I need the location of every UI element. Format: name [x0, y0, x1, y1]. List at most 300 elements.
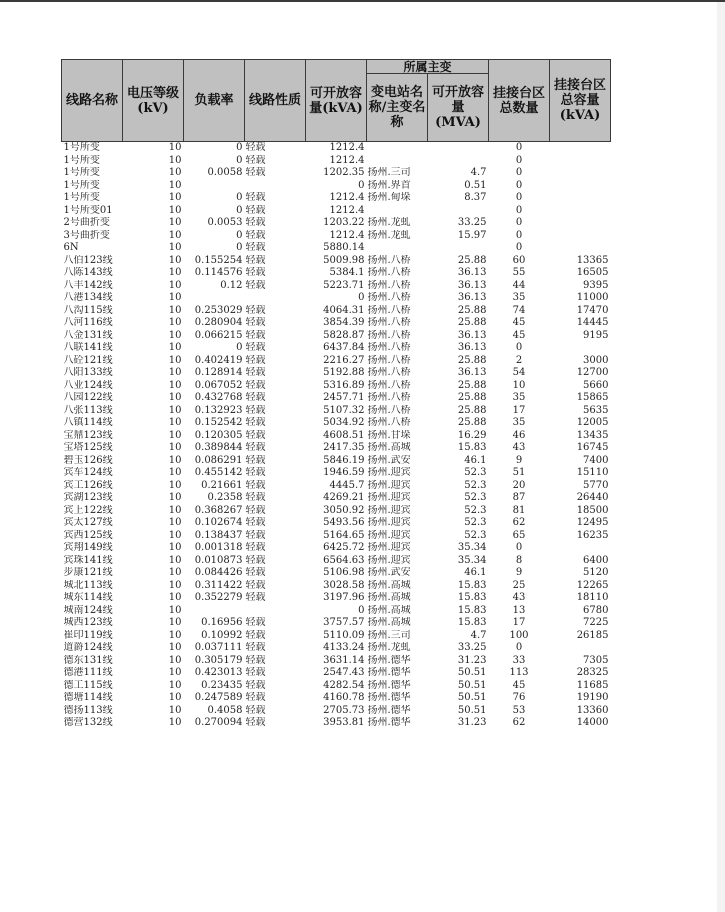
cell-load-rate[interactable]: 0.368267	[194, 504, 243, 516]
cell-area-count[interactable]: 35	[512, 292, 526, 303]
cell-substation[interactable]: 扬州.八桥	[367, 392, 411, 403]
cell-open-capacity[interactable]: 5164.65	[323, 529, 365, 541]
cell-sub-open-capacity[interactable]	[428, 205, 489, 218]
cell-area-count[interactable]: 55	[512, 267, 526, 278]
cell-sub-open-capacity[interactable]: 25.88	[457, 404, 487, 416]
cell-area-count[interactable]: 100	[509, 629, 529, 641]
cell-area-capacity[interactable]	[550, 642, 611, 655]
cell-load-rate[interactable]: 0.23435	[201, 679, 243, 691]
cell-area-count[interactable]: 0	[515, 179, 523, 191]
cell-line-type[interactable]: 轻载	[245, 717, 266, 728]
cell-load-rate[interactable]: 0	[236, 154, 243, 166]
cell-load-rate[interactable]: 0	[236, 342, 243, 353]
cell-substation[interactable]: 扬州.八桥	[367, 342, 411, 353]
cell-load-rate[interactable]: 0.152542	[194, 417, 243, 428]
cell-area-count[interactable]: 17	[512, 617, 526, 628]
cell-line-name[interactable]: 宝塔125线	[63, 442, 113, 453]
cell-open-capacity[interactable]: 2547.43	[323, 667, 365, 678]
cell-line-type[interactable]: 轻载	[245, 242, 266, 253]
cell-area-count[interactable]: 0	[515, 229, 523, 241]
cell-open-capacity[interactable]: 0	[358, 179, 365, 191]
cell-area-count[interactable]: 17	[512, 404, 526, 416]
scrollbar[interactable]	[717, 2, 725, 912]
cell-open-capacity[interactable]: 5192.88	[323, 367, 365, 378]
cell-voltage[interactable]: 10	[168, 304, 182, 316]
cell-substation[interactable]: 扬州.武安	[367, 454, 411, 466]
cell-area-count[interactable]: 0	[515, 342, 523, 353]
cell-sub-open-capacity[interactable]: 0.51	[464, 179, 487, 191]
cell-voltage[interactable]: 10	[168, 192, 182, 203]
cell-line-name[interactable]: 宾翔149线	[63, 542, 113, 553]
cell-substation[interactable]: 扬州.八桥	[367, 279, 411, 291]
cell-line-name[interactable]: 八园122线	[63, 392, 113, 403]
cell-line-type[interactable]: 轻载	[245, 704, 266, 716]
cell-open-capacity[interactable]: 3050.92	[323, 504, 365, 516]
cell-sub-open-capacity[interactable]: 52.3	[464, 479, 487, 491]
cell-load-rate[interactable]: 0	[236, 242, 243, 253]
cell-sub-open-capacity[interactable]: 52.3	[464, 517, 487, 528]
cell-load-rate[interactable]: 0.352279	[194, 592, 243, 603]
cell-line-type[interactable]: 轻载	[245, 504, 266, 516]
cell-open-capacity[interactable]: 3028.58	[323, 579, 365, 591]
cell-load-rate[interactable]: 0.280904	[194, 317, 243, 328]
cell-load-rate[interactable]: 0.270094	[194, 717, 243, 728]
cell-line-name[interactable]: 1号所变01	[63, 204, 113, 216]
cell-area-capacity[interactable]	[550, 342, 611, 355]
cell-sub-open-capacity[interactable]: 16.29	[457, 429, 487, 441]
cell-line-type[interactable]: 轻载	[245, 442, 266, 453]
cell-substation[interactable]: 扬州.甘垛	[367, 429, 411, 441]
cell-area-count[interactable]: 25	[512, 579, 526, 591]
cell-load-rate[interactable]: 0.086291	[194, 454, 243, 466]
cell-line-type[interactable]: 轻载	[245, 279, 266, 291]
cell-load-rate[interactable]: 0.10992	[201, 629, 243, 641]
cell-voltage[interactable]: 10	[168, 167, 182, 178]
cell-line-type[interactable]: 轻载	[245, 654, 266, 666]
cell-area-capacity[interactable]: 12005	[576, 417, 609, 428]
cell-sub-open-capacity[interactable]: 52.3	[464, 529, 487, 541]
cell-load-rate[interactable]: 0.132923	[194, 404, 243, 416]
cell-area-count[interactable]: 54	[512, 367, 526, 378]
cell-area-capacity[interactable]: 13365	[576, 254, 609, 266]
cell-area-capacity[interactable]: 5660	[583, 379, 609, 391]
cell-sub-open-capacity[interactable]: 25.88	[457, 304, 487, 316]
cell-area-capacity[interactable]: 16235	[576, 529, 609, 541]
cell-line-name[interactable]: 宾上122线	[63, 504, 113, 516]
cell-substation[interactable]: 扬州.迎宾	[367, 517, 411, 528]
cell-load-rate[interactable]: 0.010873	[194, 554, 243, 566]
cell-area-count[interactable]: 65	[512, 529, 526, 541]
cell-area-count[interactable]: 13	[512, 604, 526, 616]
cell-voltage[interactable]: 10	[168, 479, 182, 491]
cell-voltage[interactable]: 10	[168, 142, 182, 153]
cell-line-type[interactable]: 轻载	[245, 404, 266, 416]
cell-voltage[interactable]: 10	[168, 442, 182, 453]
cell-load-rate[interactable]: 0.12	[220, 279, 243, 291]
cell-open-capacity[interactable]: 4608.51	[323, 429, 365, 441]
cell-sub-open-capacity[interactable]: 36.13	[457, 279, 487, 291]
cell-area-count[interactable]: 44	[512, 279, 526, 291]
cell-open-capacity[interactable]: 5223.71	[323, 279, 365, 291]
cell-sub-open-capacity[interactable]: 52.3	[464, 492, 487, 503]
cell-substation[interactable]: 扬州.迎宾	[367, 479, 411, 491]
cell-voltage[interactable]: 10	[168, 692, 182, 703]
cell-area-capacity[interactable]	[550, 180, 611, 193]
cell-area-capacity[interactable]: 11000	[576, 292, 609, 303]
cell-substation[interactable]: 扬州.迎宾	[367, 529, 411, 541]
cell-load-rate[interactable]: 0	[236, 204, 243, 216]
cell-line-name[interactable]: 宾工126线	[63, 479, 113, 491]
cell-line-name[interactable]: 步康121线	[63, 567, 113, 578]
cell-open-capacity[interactable]: 1202.35	[323, 167, 365, 178]
cell-area-count[interactable]: 0	[515, 242, 523, 253]
cell-sub-open-capacity[interactable]: 4.7	[470, 629, 487, 641]
cell-line-type[interactable]: 轻载	[245, 417, 266, 428]
cell-line-name[interactable]: 宾太127线	[63, 517, 113, 528]
cell-line-type[interactable]: 轻载	[245, 267, 266, 278]
cell-substation[interactable]: 扬州.三司	[367, 629, 411, 641]
cell-sub-open-capacity[interactable]: 15.83	[457, 617, 487, 628]
cell-open-capacity[interactable]: 3953.81	[323, 717, 365, 728]
cell-line-name[interactable]: 道爵124线	[63, 642, 113, 653]
cell-area-count[interactable]: 45	[512, 329, 526, 341]
cell-voltage[interactable]: 10	[168, 292, 182, 303]
cell-voltage[interactable]: 10	[168, 342, 182, 353]
cell-substation[interactable]: 扬州.德华	[367, 704, 411, 716]
cell-line-name[interactable]: 德工115线	[63, 679, 113, 691]
cell-area-count[interactable]: 45	[512, 679, 526, 691]
cell-substation[interactable]: 扬州.德华	[367, 654, 411, 666]
cell-line-name[interactable]: 八伯123线	[63, 254, 113, 266]
cell-sub-open-capacity[interactable]	[428, 242, 489, 255]
cell-line-type[interactable]: 轻载	[245, 229, 266, 241]
cell-area-capacity[interactable]	[550, 205, 611, 218]
cell-line-type[interactable]: 轻载	[245, 392, 266, 403]
cell-area-capacity[interactable]: 7400	[583, 454, 609, 466]
cell-sub-open-capacity[interactable]	[428, 142, 489, 155]
cell-voltage[interactable]: 10	[168, 367, 182, 378]
cell-substation[interactable]: 扬州.八桥	[367, 267, 411, 278]
cell-sub-open-capacity[interactable]: 4.7	[470, 167, 487, 178]
cell-line-type[interactable]: 轻载	[245, 329, 266, 341]
cell-voltage[interactable]: 10	[168, 717, 182, 728]
cell-sub-open-capacity[interactable]: 31.23	[457, 717, 487, 728]
cell-line-type[interactable]	[245, 180, 306, 193]
cell-sub-open-capacity[interactable]: 35.34	[457, 542, 487, 553]
cell-open-capacity[interactable]: 1212.4	[329, 192, 365, 203]
cell-open-capacity[interactable]: 5493.56	[323, 517, 365, 528]
cell-area-capacity[interactable]	[550, 242, 611, 255]
cell-substation[interactable]: 扬州.八桥	[367, 329, 411, 341]
cell-area-count[interactable]: 0	[515, 642, 523, 653]
cell-line-type[interactable]: 轻载	[245, 154, 266, 166]
cell-substation[interactable]: 扬州.迎宾	[367, 492, 411, 503]
cell-line-name[interactable]: 八张113线	[63, 404, 113, 416]
cell-line-name[interactable]: 宾湖123线	[63, 492, 113, 503]
cell-open-capacity[interactable]: 6425.72	[323, 542, 365, 553]
cell-substation[interactable]: 扬州.高城	[367, 442, 411, 453]
cell-load-rate[interactable]: 0.247589	[194, 692, 243, 703]
cell-substation[interactable]: 扬州.迎宾	[367, 554, 411, 566]
cell-open-capacity[interactable]: 5009.98	[323, 254, 365, 266]
cell-line-type[interactable]: 轻载	[245, 342, 266, 353]
cell-load-rate[interactable]: 0.0058	[207, 167, 243, 178]
cell-open-capacity[interactable]: 2457.71	[323, 392, 365, 403]
cell-line-type[interactable]: 轻载	[245, 692, 266, 703]
cell-line-type[interactable]: 轻载	[245, 167, 266, 178]
cell-voltage[interactable]: 10	[168, 329, 182, 341]
cell-open-capacity[interactable]: 1212.4	[329, 142, 365, 153]
cell-area-count[interactable]: 0	[515, 217, 523, 228]
cell-line-type[interactable]: 轻载	[245, 454, 266, 466]
cell-area-capacity[interactable]: 7305	[583, 654, 609, 666]
cell-open-capacity[interactable]: 6437.84	[323, 342, 365, 353]
cell-area-count[interactable]: 35	[512, 392, 526, 403]
cell-load-rate[interactable]: 0.432768	[194, 392, 243, 403]
cell-load-rate[interactable]: 0.311422	[194, 579, 243, 591]
cell-substation[interactable]	[367, 142, 428, 155]
cell-voltage[interactable]: 10	[168, 517, 182, 528]
cell-voltage[interactable]: 10	[168, 617, 182, 628]
cell-open-capacity[interactable]: 4160.78	[323, 692, 365, 703]
cell-open-capacity[interactable]: 1946.59	[323, 467, 365, 478]
cell-area-count[interactable]: 87	[512, 492, 526, 503]
cell-substation[interactable]: 扬州.迎宾	[367, 467, 411, 478]
cell-line-name[interactable]: 碧玉126线	[63, 454, 113, 466]
cell-substation[interactable]	[367, 205, 428, 218]
cell-voltage[interactable]: 10	[168, 179, 182, 191]
cell-sub-open-capacity[interactable]: 15.83	[457, 592, 487, 603]
cell-open-capacity[interactable]: 5107.32	[323, 404, 365, 416]
cell-voltage[interactable]: 10	[168, 504, 182, 516]
cell-sub-open-capacity[interactable]: 52.3	[464, 504, 487, 516]
cell-substation[interactable]: 扬州.八桥	[367, 354, 411, 366]
cell-area-capacity[interactable]: 9195	[583, 329, 609, 341]
cell-voltage[interactable]: 10	[168, 467, 182, 478]
cell-substation[interactable]: 扬州.高城	[367, 617, 411, 628]
cell-area-capacity[interactable]	[550, 142, 611, 155]
cell-area-capacity[interactable]: 12265	[576, 579, 609, 591]
cell-line-type[interactable]: 轻载	[245, 142, 266, 153]
cell-area-count[interactable]: 9	[515, 567, 523, 578]
cell-line-type[interactable]: 轻载	[245, 642, 266, 653]
cell-line-type[interactable]	[245, 292, 306, 305]
cell-open-capacity[interactable]: 4445.7	[329, 479, 365, 491]
cell-line-type[interactable]: 轻载	[245, 679, 266, 691]
cell-open-capacity[interactable]: 4282.54	[323, 679, 365, 691]
cell-area-count[interactable]: 43	[512, 592, 526, 603]
cell-sub-open-capacity[interactable]: 25.88	[457, 254, 487, 266]
cell-load-rate[interactable]: 0	[236, 229, 243, 241]
cell-line-name[interactable]: 八港134线	[63, 292, 113, 303]
cell-sub-open-capacity[interactable]: 25.88	[457, 354, 487, 366]
cell-line-name[interactable]: 德东131线	[63, 654, 113, 666]
cell-line-name[interactable]: 1号所变	[63, 142, 100, 153]
cell-area-count[interactable]: 53	[512, 704, 526, 716]
cell-voltage[interactable]: 10	[168, 254, 182, 266]
cell-open-capacity[interactable]: 5880.14	[323, 242, 365, 253]
cell-area-count[interactable]: 33	[512, 654, 526, 666]
cell-load-rate[interactable]: 0.120305	[194, 429, 243, 441]
cell-load-rate[interactable]: 0	[236, 142, 243, 153]
cell-open-capacity[interactable]: 3197.96	[323, 592, 365, 603]
cell-area-capacity[interactable]: 13435	[576, 429, 609, 441]
cell-sub-open-capacity[interactable]: 33.25	[457, 642, 487, 653]
cell-area-capacity[interactable]: 6780	[583, 604, 609, 616]
cell-area-capacity[interactable]: 7225	[583, 617, 609, 628]
cell-area-capacity[interactable]: 15865	[576, 392, 609, 403]
cell-voltage[interactable]: 10	[168, 354, 182, 366]
cell-sub-open-capacity[interactable]: 8.37	[464, 192, 487, 203]
cell-sub-open-capacity[interactable]: 31.23	[457, 654, 487, 666]
cell-area-capacity[interactable]: 5770	[583, 479, 609, 491]
cell-open-capacity[interactable]: 5316.89	[323, 379, 365, 391]
cell-area-count[interactable]: 62	[512, 717, 526, 728]
cell-sub-open-capacity[interactable]: 50.51	[457, 667, 487, 678]
cell-voltage[interactable]: 10	[168, 529, 182, 541]
cell-voltage[interactable]: 10	[168, 404, 182, 416]
cell-substation[interactable]: 扬州.甸垛	[367, 192, 411, 203]
cell-load-rate[interactable]	[184, 292, 245, 305]
cell-area-capacity[interactable]: 9395	[583, 279, 609, 291]
cell-line-type[interactable]: 轻载	[245, 317, 266, 328]
cell-line-type[interactable]: 轻载	[245, 429, 266, 441]
cell-load-rate[interactable]: 0.16956	[201, 617, 243, 628]
cell-sub-open-capacity[interactable]: 50.51	[457, 704, 487, 716]
cell-load-rate[interactable]: 0	[236, 192, 243, 203]
cell-line-type[interactable]	[245, 605, 306, 618]
cell-voltage[interactable]: 10	[168, 704, 182, 716]
cell-line-type[interactable]: 轻载	[245, 479, 266, 491]
cell-substation[interactable]: 扬州.龙虬	[367, 642, 411, 653]
cell-line-type[interactable]: 轻载	[245, 592, 266, 603]
cell-load-rate[interactable]: 0.155254	[194, 254, 243, 266]
cell-area-count[interactable]: 46	[512, 429, 526, 441]
cell-voltage[interactable]: 10	[168, 429, 182, 441]
cell-area-capacity[interactable]: 16505	[576, 267, 609, 278]
cell-substation[interactable]: 扬州.八桥	[367, 367, 411, 378]
cell-area-count[interactable]: 43	[512, 442, 526, 453]
cell-open-capacity[interactable]: 4133.24	[323, 642, 365, 653]
cell-voltage[interactable]: 10	[168, 267, 182, 278]
cell-load-rate[interactable]: 0.037111	[194, 642, 243, 653]
cell-voltage[interactable]: 10	[168, 417, 182, 428]
cell-line-name[interactable]: 八陈143线	[63, 267, 113, 278]
cell-area-capacity[interactable]: 18110	[576, 592, 609, 603]
cell-line-name[interactable]: 崔印119线	[63, 629, 113, 641]
cell-line-name[interactable]: 八联141线	[63, 342, 113, 353]
cell-area-capacity[interactable]: 26440	[576, 492, 609, 503]
cell-sub-open-capacity[interactable]: 50.51	[457, 692, 487, 703]
cell-line-type[interactable]: 轻载	[245, 617, 266, 628]
cell-line-type[interactable]: 轻载	[245, 667, 266, 678]
cell-line-type[interactable]: 轻载	[245, 254, 266, 266]
cell-open-capacity[interactable]: 4269.21	[323, 492, 365, 503]
cell-load-rate[interactable]	[184, 180, 245, 193]
cell-line-name[interactable]: 八阳133线	[63, 367, 113, 378]
cell-open-capacity[interactable]: 3631.14	[323, 654, 365, 666]
cell-area-capacity[interactable]: 19190	[576, 692, 609, 703]
cell-area-capacity[interactable]: 12495	[576, 517, 609, 528]
cell-area-count[interactable]: 0	[515, 204, 523, 216]
cell-substation[interactable]: 扬州.迎宾	[367, 504, 411, 516]
cell-area-count[interactable]: 10	[512, 379, 526, 391]
cell-voltage[interactable]: 10	[168, 629, 182, 641]
cell-line-name[interactable]: 1号所变	[63, 154, 100, 166]
cell-line-name[interactable]: 八金131线	[63, 329, 113, 341]
cell-sub-open-capacity[interactable]: 35.34	[457, 554, 487, 566]
cell-voltage[interactable]: 10	[168, 279, 182, 291]
cell-area-count[interactable]: 62	[512, 517, 526, 528]
cell-sub-open-capacity[interactable]: 33.25	[457, 217, 487, 228]
cell-substation[interactable]: 扬州.龙虬	[367, 229, 411, 241]
cell-line-type[interactable]: 轻载	[245, 567, 266, 578]
cell-line-name[interactable]: 德营132线	[63, 717, 113, 728]
cell-area-count[interactable]: 0	[515, 542, 523, 553]
cell-line-type[interactable]: 轻载	[245, 217, 266, 228]
cell-line-name[interactable]: 3号曲折变	[63, 229, 110, 241]
cell-line-name[interactable]: 城东114线	[63, 592, 113, 603]
cell-voltage[interactable]: 10	[168, 454, 182, 466]
cell-line-name[interactable]: 八砼121线	[63, 354, 113, 366]
cell-area-count[interactable]: 35	[512, 417, 526, 428]
cell-area-count[interactable]: 81	[512, 504, 526, 516]
cell-substation[interactable]: 扬州.八桥	[367, 317, 411, 328]
cell-sub-open-capacity[interactable]: 36.13	[457, 367, 487, 378]
cell-area-capacity[interactable]: 3000	[583, 354, 609, 366]
cell-line-type[interactable]: 轻载	[245, 204, 266, 216]
cell-open-capacity[interactable]: 1203.22	[323, 217, 365, 228]
cell-load-rate[interactable]: 0.389844	[194, 442, 243, 453]
cell-voltage[interactable]: 10	[168, 379, 182, 391]
cell-load-rate[interactable]: 0.138437	[194, 529, 243, 541]
cell-substation[interactable]: 扬州.八桥	[367, 404, 411, 416]
cell-substation[interactable]: 扬州.德华	[367, 717, 411, 728]
cell-area-capacity[interactable]: 11685	[576, 679, 609, 691]
cell-open-capacity[interactable]: 3854.39	[323, 317, 365, 328]
cell-load-rate[interactable]: 0.21661	[201, 479, 243, 491]
cell-substation[interactable]: 扬州.八桥	[367, 379, 411, 391]
cell-area-capacity[interactable]: 15110	[576, 467, 609, 478]
cell-open-capacity[interactable]: 2417.35	[323, 442, 365, 453]
cell-sub-open-capacity[interactable]: 15.83	[457, 604, 487, 616]
cell-line-name[interactable]: 2号曲折变	[63, 217, 110, 228]
cell-substation[interactable]: 扬州.高城	[367, 579, 411, 591]
cell-area-capacity[interactable]: 14000	[576, 717, 609, 728]
cell-substation[interactable]: 扬州.武安	[367, 567, 411, 578]
cell-line-name[interactable]: 德扬113线	[63, 704, 113, 716]
cell-substation[interactable]: 扬州.高城	[367, 604, 411, 616]
cell-area-count[interactable]: 0	[515, 142, 523, 153]
cell-open-capacity[interactable]: 5846.19	[323, 454, 365, 466]
cell-sub-open-capacity[interactable]: 36.13	[457, 267, 487, 278]
cell-line-type[interactable]: 轻载	[245, 354, 266, 366]
cell-open-capacity[interactable]: 0	[358, 292, 365, 303]
cell-substation[interactable]	[367, 155, 428, 168]
cell-sub-open-capacity[interactable]: 15.83	[457, 579, 487, 591]
cell-area-capacity[interactable]: 14445	[576, 317, 609, 328]
cell-sub-open-capacity[interactable]: 25.88	[457, 317, 487, 328]
cell-area-capacity[interactable]: 18500	[576, 504, 609, 516]
cell-sub-open-capacity[interactable]: 46.1	[464, 454, 487, 466]
cell-area-count[interactable]: 0	[515, 192, 523, 203]
cell-line-name[interactable]: 宾珠141线	[63, 554, 113, 566]
cell-area-count[interactable]: 60	[512, 254, 526, 266]
cell-voltage[interactable]: 10	[168, 492, 182, 503]
cell-line-type[interactable]: 轻载	[245, 579, 266, 591]
cell-area-capacity[interactable]	[550, 167, 611, 180]
cell-area-count[interactable]: 8	[515, 554, 523, 566]
